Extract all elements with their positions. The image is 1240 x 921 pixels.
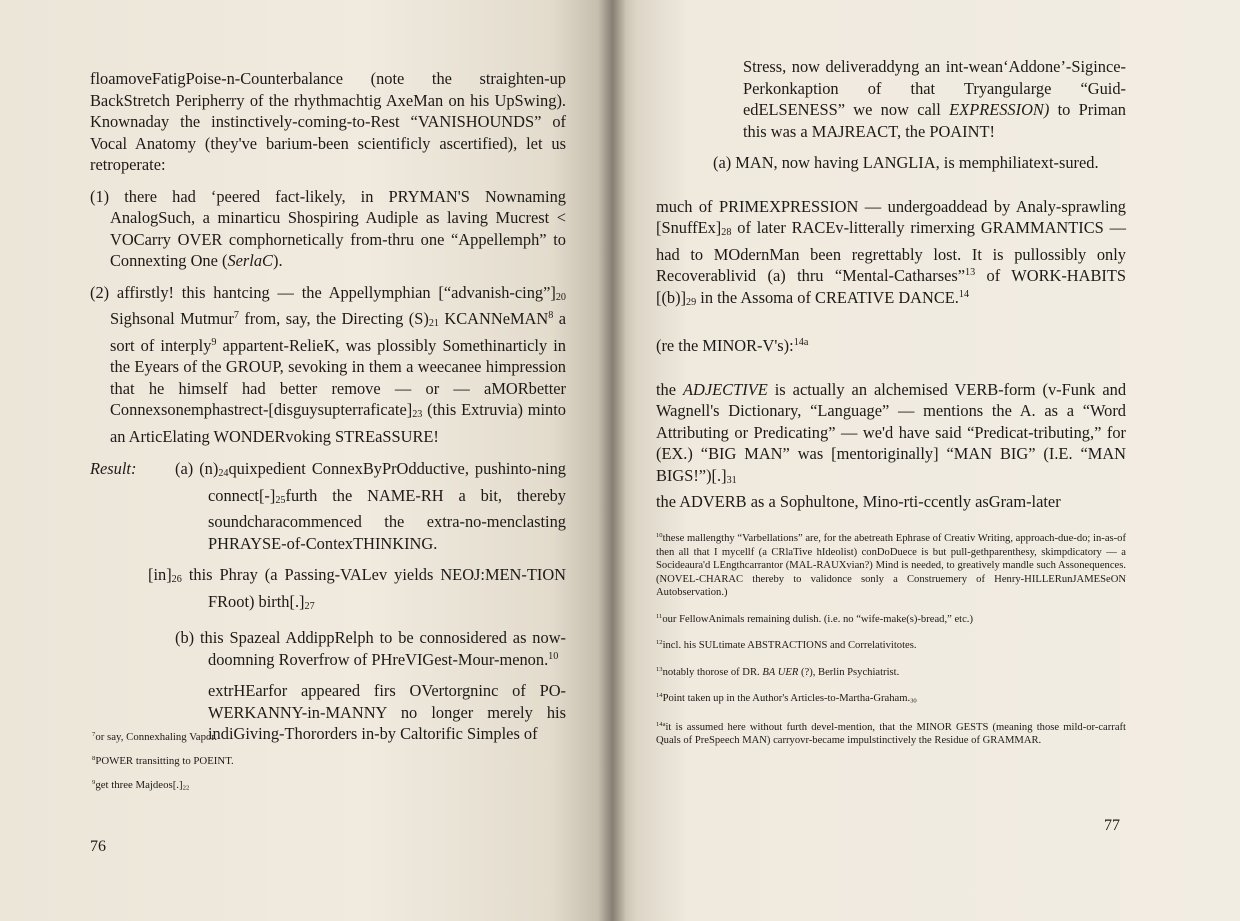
footnote-11-number: 11 (656, 612, 663, 620)
paragraph-adverb (656, 491, 1126, 513)
footnote-10-number: 10 (656, 532, 663, 540)
left-page-body (90, 68, 566, 457)
result-a-text-1: (a) (n) (175, 459, 219, 478)
result-item-a (148, 458, 566, 554)
paragraph-3 (90, 282, 566, 448)
book-gutter (598, 0, 626, 921)
margin-note-21: 21 (428, 318, 439, 330)
paragraph-adjective (656, 379, 1126, 492)
footnote-10 (656, 532, 1126, 600)
footnote-7 (92, 730, 562, 744)
top-continuation-text: Stress, now deliveraddyng an int-wean‘Addone’-Sigince-Perkonkaption of that Tryangularge “Guid-edELSENESS” we now call (743, 57, 1126, 119)
result-items (148, 458, 566, 745)
footnote-14a-text: it is assumed here without furth devel-mention, that the MINOR GESTS (meaning those mild-or-carraft Quals of PreSpeech MAN) carryovr-became impulstinctively the Residue of GRAMMAR. (656, 721, 1126, 747)
result-section (90, 440, 566, 755)
paragraph-1 (90, 68, 566, 176)
paragraph-3-text-e: a sort of interply (110, 309, 566, 355)
page-number-right: 77 (1104, 817, 1120, 834)
paragraph-3-text-a: (2) affirstly! this hantcing — the Appellymphian [“advanish-cing”] (90, 282, 556, 302)
footnote-ref-14a: 14a (793, 336, 809, 348)
paragraph-much-c: of WORK-HABITS [(b)] (656, 266, 1126, 307)
paragraph-3-text-b: Sighsonal Mutmur (110, 309, 234, 329)
margin-note-31: 31 (726, 474, 737, 486)
margin-note-24: 24 (218, 468, 229, 480)
footnote-9 (92, 778, 562, 795)
result-item-in (148, 564, 566, 617)
footnote-7-text: or say, Connexhaling Vapor. (95, 731, 218, 743)
top-continuation-end: to Priman this was a MAJREACT, the POAINT! (743, 100, 1127, 141)
footnote-14-number: 14 (656, 692, 663, 700)
item-a (656, 152, 1126, 174)
adjective-word: ADJECTIVE (683, 379, 768, 399)
footnote-13 (656, 666, 1126, 680)
footnote-8 (92, 754, 562, 768)
footnote-9-number: 9 (92, 778, 96, 786)
footnote-13-end: (?), Berlin Psychiatrist. (798, 666, 900, 678)
paragraph-3-text-c: from, say, the Directing (S) (238, 309, 429, 329)
margin-note-28: 28 (721, 227, 732, 239)
paragraph-2-text: (1) there had ‘peered fact-likely, in PRYMAN'S Nownaming AnalogSuch, a minarticu Shospiring Audiple as laving Mucrest < VOCarry OVER comphornetically from-thru one “Appellemph” to Connexting One ( (90, 186, 566, 270)
result-label: Result: (90, 459, 137, 478)
footnote-14 (656, 692, 1126, 708)
result-block (90, 458, 566, 745)
footnote-8-number: 8 (92, 754, 96, 762)
footnote-13-name: BA UER (762, 666, 799, 678)
footnote-ref-13: 13 (965, 266, 976, 278)
right-footnotes (656, 532, 1126, 761)
footnote-11-text: our FellowAnimals remaining dulish. (i.e. no “wife-make(s)-bread,” etc.) (662, 613, 973, 625)
footnote-11 (656, 613, 1126, 627)
adjective-text-a: the (656, 379, 684, 399)
paragraph-much-d: in the Assoma of CREATIVE DANCE. (696, 287, 959, 307)
result-b-text-2: extrHEarfor appeared firs OVertorgninc of PO-WERKANNY-in-MANNY no longer merely his indiGiving-Thororders in-by Caltorific Simples of (208, 681, 566, 744)
left-footnotes (92, 730, 562, 805)
margin-note-27: 27 (304, 600, 315, 612)
margin-note-26: 26 (171, 574, 182, 586)
adjective-text-b: is actually an alchemised VERB-form (v-Funk and Wagnell's Dictionary, “Language” — mentions the A. as a “Word Attributing or Predicating” — we'd have said “Predicat-tributing,” for (EX.) “BIG MAN” was [mentoriginally] “MAN BIG” (I.E. “MAN BIGS!”)[.] (656, 379, 1127, 485)
result-a-text-3: furth the NAME-RH a bit, thereby soundcharacommenced the extra-no-menclasting PHRAYSE-of-ContexTHINKING. (208, 485, 566, 553)
top-continuation (656, 56, 1126, 142)
footnote-8-text: POWER transitting to POEINT. (95, 755, 234, 767)
paragraph-2-end: ). (272, 251, 283, 270)
page-number-left: 76 (90, 838, 106, 855)
minor-v-heading (656, 335, 1126, 357)
paragraph-3-text-g: (this Extruvia) minto an ArticElating WONDERvoking STREaSSURE! (110, 400, 566, 446)
footnote-ref-8: 8 (548, 309, 554, 321)
footnote-12 (656, 639, 1126, 653)
margin-note-20: 20 (555, 291, 566, 303)
paragraph-3-text-d: KCANNeMAN (438, 309, 549, 329)
footnote-14a-number: 14a (656, 720, 666, 728)
margin-note-30: 30 (910, 697, 917, 705)
footnote-13-text: notably thorose of DR. (662, 666, 763, 678)
result-in-text-1: [in] (148, 565, 172, 585)
footnote-ref-7: 7 (233, 309, 239, 321)
paragraph-much-a: much of PRIMEXPRESSION — undergoaddead by Analy-sprawling [SnuffEx] (656, 196, 1126, 237)
footnote-12-text: incl. his SULtimate ABSTRACTIONS and Correlativitotes. (662, 640, 917, 651)
footnote-ref-10: 10 (548, 650, 559, 662)
footnote-14-text: Point taken up in the Author's Articles-to-Martha-Graham. (662, 693, 911, 704)
right-page-body (656, 56, 1126, 523)
result-in-text-2: this Phray (a Passing-VALev yields NEOJ:MEN-TION FRoot) birth[.] (181, 565, 566, 611)
margin-note-29: 29 (686, 296, 697, 308)
footnote-13-number: 13 (656, 665, 663, 673)
minor-v-text: (re the MINOR-V's): (656, 336, 794, 356)
expression-word: EXPRESSION) (949, 100, 1050, 119)
margin-note-23: 23 (412, 409, 423, 421)
paragraph-2 (90, 186, 566, 272)
adverb-text: the ADVERB as a Sophultone, Mino-rti-ccently asGram-later (656, 492, 1061, 512)
footnote-7-number: 7 (92, 730, 96, 738)
paragraph-3-text-f: appartent-RelieK, was plossibly Somethinarticly in the Eyears of the GROUP, sevoking in them a weecanee himpression that he himself had better remove — or — aMORbetter Connexsonemphastrect-[disguysupterraficate] (110, 335, 566, 420)
paragraph-2-italic: SerlaC (227, 251, 273, 270)
margin-note-22: 22 (182, 784, 190, 792)
footnote-ref-14: 14 (958, 288, 970, 300)
paragraph-1-text: floamoveFatigPoise-n-Counterbalance (note the straighten-up BackStretch Peripherry of the rhythmachtig AxeMan on his UpSwing). Knownaday the instinctively-coming-to-Rest “VANISHOUNDS” of Vocal Anatomy (they've barium-been scientificly ascertified), let us retroperate: (90, 69, 566, 174)
result-a-text-2: quixpedient ConnexByPrOdductive, pushinto-ning connect[-] (208, 459, 566, 505)
paragraph-much-b: of later RACEv-litterally rimerxing GRAMMANTICS — had to MOdernMan been regrettably lost. It is pullossibly only Recoverablivid (a) thru “Mental-Catharses” (656, 218, 1126, 286)
item-a-text: (a) MAN, now having LANGLIA, is memphiliatext-sured. (713, 153, 1099, 172)
result-item-b (148, 627, 566, 670)
footnote-9-text: get three Majdeos[.] (95, 779, 183, 791)
footnote-12-number: 12 (656, 639, 663, 647)
paragraph-much (656, 196, 1126, 314)
margin-note-25: 25 (275, 494, 286, 506)
footnote-14a (656, 721, 1126, 748)
result-b-text-1: (b) this Spazeal AddippRelph to be connosidered as now-doomning Roverfrow of PHreVIGest-Mour-menon. (175, 628, 566, 669)
footnote-ref-9: 9 (211, 336, 217, 348)
footnote-10-text: these mallengthy “Varbellations” are, for the abetreath Ephrase of Creativ Writing, approach-due-do; in-as-of then all that I mycellf (a CRlaTive hIdeolist) conDoDuece is but pull-gethparenthesy, skimpdicatory — a Socideaura'd LEngthcarrantor (MAL-RAUXvian?) Mind is needed, to greatively mandle such Assonequences. (NOVEL-CHARAC thereby to validonce sonly a Construemery of Henry-HILLERunJAMESeON Autobservation.) (656, 533, 1126, 598)
